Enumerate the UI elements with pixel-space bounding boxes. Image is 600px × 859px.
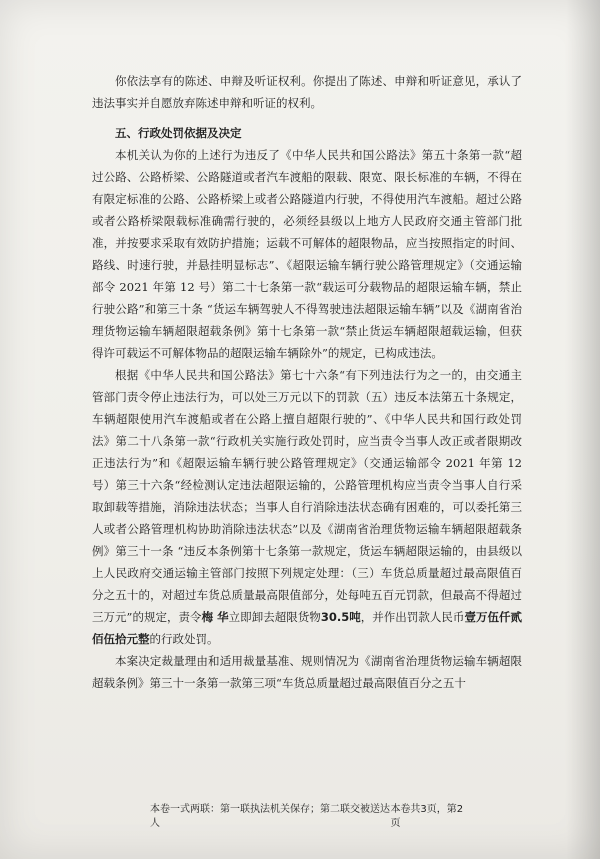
party-name: 梅 华 <box>201 610 229 624</box>
fine-text: ，并作出罚款人民币 <box>360 610 465 624</box>
unload-amount: 30.5吨 <box>320 610 361 624</box>
footer-page-number: 本卷共3页，第2页 <box>390 804 464 829</box>
paragraph-violation: 本机关认为你的上述行为违反了《中华人民共和国公路法》第五十条第一款“超过公路、公路桥梁、公路隧道或者汽车渡船的限载、限宽、限长标准的车辆，不得在有限定标准的公路、公路桥梁上或者公路隧道内行驶，不得使用汽车渡船。超过公路或者公路桥梁限载标准确需行驶的，必须经县级以上地方人民政府交通主管部门批准，并按要求采取有效防护措施；运载不可解体的超限物品，应当按照指定的时间、路线、时速行驶，并悬挂明显标志”、《超限运输车辆行驶公路管理规定》（交通运输部令 2021 年第 12 号）第二十七条第一款“载运可分载物品的超限运输车辆，禁止行驶公路”和第三十条 “货运车辆驾驶人不得驾驶违法超限运输车辆”以及《湖南省治理货物运输车辆超限超载条例》第十七条第一款“禁止货运车辆超限超载运输，但获得许可载运不可解体物品的超限运输车辆除外”的规定，已构成违法。 <box>92 148 522 360</box>
section-title: 五、行政处罚依据及决定 <box>115 126 242 140</box>
paragraph-discretion: 本案决定裁量理由和适用裁量基准、规则情况为《湖南省治理货物运输车辆超限超载条例》第三十一条第一款第三项“车货总质量超过最高限值百分之五十 <box>92 654 522 690</box>
fine-amount: 壹万伍仟贰佰伍拾元整 <box>92 610 523 646</box>
page-fold-shadow <box>566 0 600 859</box>
penalty-closing-text: 的行政处罚。 <box>149 632 219 646</box>
unload-text: 立即卸去超限货物 <box>228 610 321 624</box>
intro-paragraph: 你依法享有的陈述、申辩及听证权利。你提出了陈述、申辩和听证意见，承认了违法事实并自愿放弃陈述申辩和听证的权利。 <box>92 74 522 110</box>
page-footer <box>150 803 470 831</box>
paragraph-penalty-basis <box>92 364 522 650</box>
footer-left-note: 本卷一式两联：第一联执法机关保存；第二联交被送达人 <box>150 804 390 829</box>
document-body <box>92 70 522 694</box>
penalty-basis-text: 根据《中华人民共和国公路法》第七十六条“有下列违法行为之一的，由交通主管部门责令停止违法行为，可以处三万元以下的罚款（五）违反本法第五十条规定，车辆超限使用汽车渡船或者在公路上擅自超限行驶的”、《中华人民共和国行政处罚法》第二十八条第一款“行政机关实施行政处罚时，应当责令当事人改正或者限期改正违法行为”和《超限运输车辆行驶公路管理规定》（交通运输部令 2021 年第 12 号）第三十六条“经检测认定违法超限运输的，公路管理机构应当责令当事人自行采取卸载等措施，消除违法状态；当事人自行消除违法状态确有困难的，可以委托第三人或者公路管理机构协助消除违法状态”以及《湖南省治理货物运输车辆超限超载条例》第三十一条 “违反本条例第十七条第一款规定，货运车辆超限运输的，由县级以上人民政府交通运输主管部门按照下列规定处理：（三）车货总质量超过最高限值百分之五十的，对超过车货总质量最高限值部分，处每吨五百元罚款，但最高不得超过三万元”的规定，责令 <box>92 368 522 624</box>
